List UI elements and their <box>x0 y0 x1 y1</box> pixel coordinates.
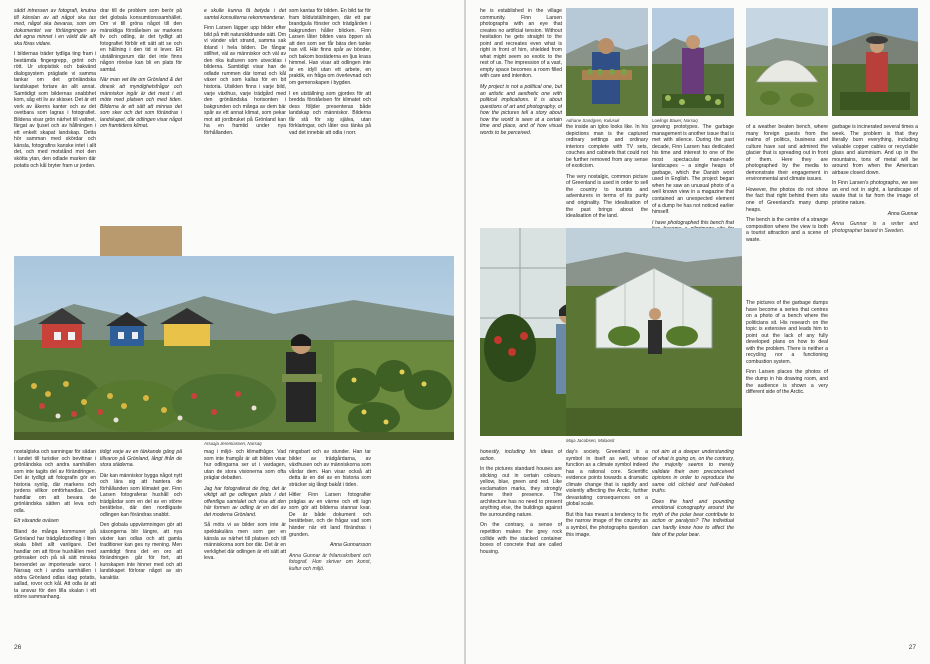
page-number: 27 <box>908 644 916 651</box>
paragraph: e skulle kunna få betyda i det samtal konsulterna rekommenderar. <box>204 8 286 21</box>
paragraph: of a weather beaten bench, where many foreign guests from the realms of politics, business and culture have sat and admired the glacier that is spreading out in front of them. Here they are photographed by the media to demonstrate their engagement in environmental and climate issues. <box>746 124 828 183</box>
photo-woman-hat <box>832 8 918 116</box>
text-column <box>289 8 371 294</box>
paragraph: My project is not a political one, but an artistic and aesthetic one with political implications. It is about questions of art and photography, of how the pictures tell a story about how the world is seen at a certain time and place, and of how visual words to be perceived. <box>480 84 562 136</box>
paragraph: growing prototypes. The garbage management is another issue that is met with silence. During the past decade, Finn Larsen has dedicated his time and interest to one of the most spectacular man-made landscapes – a single heaps of garbage, which the Danish word used in English. The project began when he saw an unusual photo of a well known view in a magazine that contained an unexpected element of a dump he has not noticed earlier himself. <box>652 124 734 216</box>
paragraph: sådd intressen av fotografi, knutna till känslan av att något ska tas med, något ska bevaras, som om dokumentet var förlängningen av det egna minnet i en värld där allt ska föras vidare. <box>14 8 96 47</box>
greenhouse-wide-image <box>566 228 742 436</box>
photo-garden-woman <box>14 256 454 440</box>
paragraph: mag i miljö- och klimatfrågor. Vad som inte framgår är att bilden visar hur odlingarna ser ut i vardagen, utan de stora visionerna som ofta präglar debatten. <box>204 449 286 482</box>
text-column <box>746 300 828 645</box>
paragraph: honestly, including his ideas of action. <box>480 449 562 462</box>
paragraph: I bildernas träder tydliga ting fram i bestämda fingergrepp, grönt och rött. Ur utopistisk och bakvänd dialogsystem präglade vi samma tankar om det grönländska landskapet fortare än allt annat. Samtidigt som bildernas snabbhet kom, såg ett liv av skisser. Det är ett verk av åkerns kanter och av det ovetbara som lagras i fotografiet. Bildena visar grön närhet till vattnet, färgat av ljuset och av hållningen i ett enkelt skapat landskap. Detta hör samman med skördar och känsla, fotografins kanske intet i allt det, och med motstånd mot den skötta ytan, den odlade marken där potatis och kål bryter fram ur jorden. <box>14 51 96 169</box>
text-column <box>480 8 562 222</box>
author-bio: Anna Gunnar is a writer and photographer based in Sweden. <box>832 221 918 234</box>
paragraph: Jag har fotograferat de ting, det är viktigt att ge odlingen plats i det offentliga samtalet och visa att den här formen av odling är en del av det moderna Grönland. <box>204 485 286 518</box>
text-column <box>832 124 918 644</box>
paragraph: tidigt varje av en tänkande gång på tillvaron på Grönland, långt ifrån de stora städerna. <box>100 449 182 469</box>
paragraph: day's society. Greenland is a symbol in itself as well, whose function as a climate symbol indeed has a rational core. Scientific evidence points towards a dramatic climate change that is rapidly and violently affecting the Arctic, further devastating consequences on a global scale. <box>566 449 648 508</box>
paragraph: the inside an igloo looks like. In his depictions man is the captured ordinary settings and ordinary interiors complete with TV sets, couches and cabinets that could not be further removed from any sense of exoticism. <box>566 124 648 170</box>
page-number: 26 <box>14 644 22 651</box>
paragraph: Bland de många kommuner på Grönland har trädgårdsodling i liten skala blivit allt vanligare. Det handlar om att förse hushållen med grönsaker och på så sätt minska beroendet av importerade varor. I Narsaq och i andra samhällen i södra Grönland odlas idag potatis, sallad, rovor och kål. Att odla är att ta ansvar för den lilla skalan i ett större sammanhang. <box>14 529 96 601</box>
photo-man-purple <box>652 8 734 116</box>
text-column <box>480 449 562 645</box>
photo-caption: Adriane Sandgren, Kulusuk <box>566 118 620 123</box>
paragraph: Does the hard and pounding emotional iconography around the myth of the polar bear contribute to action or paralysis? The individual can hardly know how to affect the fate of the polar bear. <box>652 498 734 538</box>
author-signature: Anna Gunnar <box>887 210 918 217</box>
paragraph: Finn Larsen lägger upp bilder efter bild på mitt naturskildrande sätt. Om vi vänder vårt strand, samma sak ibland i hela bilden. De fångar stillhet, väl av människor och väl av den rika kulturen som utvecklas i bilderna. Samtidigt visar han de odlade rummen där tomat och kål växer och som kallas för en bit historia. Utsikten finns i varje bild, varje växthus, varje trädgård med den grönländska horisonten i bakgrunden och många av dem bär spår av ett annat klimat, som pekar mot att jordbruket på Grönland kan ha en framtid under nya förhållanden. <box>204 25 286 136</box>
paragraph: När man vet lite om Grönland & det dinesk att myndighetsfrågor och människor ingår är det mest i ett möte med platsen och med tiden. Bilderna är ett sätt att minnas det som sker och det som förändras i landskapet, där odlingen visar något om framtidens klimat. <box>100 77 182 130</box>
paragraph: he is established in the village community. Finn Larsen photographs with an eye that creates no artificial tension. Without hesitation he gets straight to the point and recreates even what is right in front of him, shielded from what might seem so exotic to the rest of us. The impression of a vast, empty space becomes a room filled with care and intention. <box>480 8 562 80</box>
photo-caption: Loelings Bauer, Narsaq <box>652 118 698 123</box>
right-page <box>466 0 930 664</box>
paragraph: Den globala uppvärmningen gör att säsongerna blir längre, att nya växter kan odlas och att gamla traditioner kan ges ny mening. Men samtidigt finns det en oro att förändringen går för fort, att kunskapen inte hinner med och att landskapet förlorar något av sin karaktär. <box>100 522 182 581</box>
paragraph: But this has meant a tendency to fix the narrow image of the country as a symbol, the photographs question this image. <box>566 511 648 538</box>
paragraph: I have photographed this bench that <box>652 219 734 226</box>
text-column <box>100 8 182 220</box>
paragraph: drar till de problem som berör på det globala konsumtionssamhället. Om vi till gröna något till den mänskliga förståelsen av markens liv och odling, är det tydligt att fotografiet förblir ett sätt att se och en hållning i den tid vi lever. Ett utställningsrum där det inte finns någon rörelse kan bli en plats för samtal. <box>100 8 182 73</box>
text-column <box>204 8 286 294</box>
paragraph: On the contrary, a sense of repetition makes the grey rock collide with the stacked container boxes of concrete that are called housing. <box>480 522 562 555</box>
text-column <box>652 449 734 645</box>
paragraph: som kantas för bilden. En bild tar för fram bildutställningen, där ett par brandgula fönster och trädgården i bakgrunden håller blicken. Finn Larsen låter bilden vara öppen så att den som ser får bära den tanke han vill. Här finns spår av bönder, och bakom bostäderna en ljus krass himmel. Han visar att odlingen inte är en idyll utan ett arbete, en praktik, en fråga om överlevnad och om gemenskapen i bygden. <box>289 8 371 87</box>
photo-caption: Arsuaja Jeremiassen, Narsaq <box>204 441 262 446</box>
text-column <box>289 449 371 645</box>
paragraph: In the pictures standard houses are sticking out in certain colours, yellow, blue, green and red. Like exclamation marks, they strongly frame their presence. The architecture has no need to present anything else, the buildings against the surrounding nature. <box>480 466 562 518</box>
author-signature: Anna Gunnarsson <box>329 542 371 549</box>
paragraph: Ett växande oväsen <box>14 518 59 525</box>
text-column <box>14 8 96 294</box>
photo-greenhouse-tent <box>746 8 828 116</box>
paragraph: ningsbart och av stunder. Han tar bilder av trädgårdarna, av växthusen och av människorna som vårdar dem. Han visar också att detta är en del av en historia som sträcker sig långt bakåt i tiden. <box>289 449 371 488</box>
paragraph: Så möts vi av bilder som inte är spektakulära men som ger en känsla av närhet till platsen och till människorna som bor där. Det är en verklighet där odlingen är ett sätt att leva. <box>204 522 286 562</box>
photo-man-blue-coat <box>566 8 648 116</box>
paragraph: garbage is incinerated several times a week. The problem is that they literally burn everything, including valuable copper cables or recyclable glass and aluminium. And up in the mountains, tons of metal will be around from when the American airbase closed down. <box>832 124 918 176</box>
greenhouse-tent-image <box>746 8 828 116</box>
paragraph: The very nostalgic, common picture of Greenland is used in order to sell the country to tourists and adventurers in terms of its purity and originality. The idealisation of the past brings about the idealisation of the land. <box>566 173 648 220</box>
garden-woman-image <box>14 256 454 440</box>
text-column <box>14 449 96 645</box>
paragraph: However, the photos do not show the fact that right behind them sits one of Greenland's many dump heaps. <box>746 186 828 213</box>
paragraph: nostalgiska och sanningar för sådan i landet till turistier och bevittnar i grönländska och andra samhällen som inte tagits del av förändringen. Det är tydligt att fotografin gör en historia synlig, där markens och jordens villkor omförhandlas. Det handlar om att bevara de grönländska sätten att leva och odla. <box>14 449 96 514</box>
paragraph: not aim at a deeper understanding of what is going on, on the contrary, the majority seems to merely validate their own preconceived opinions in order to reproduce the same old clichéd and half-baked truths. <box>652 449 734 495</box>
man-blue-coat-image <box>566 8 648 116</box>
paragraph: Hitler Finn Larsen fotografier präglas av en värme och ett lugn som gör att bilderna stannar kvar. De är både dokument och berättelser, och de frågar vad som händer när ett land förändras i grunden. <box>289 492 371 538</box>
paragraph: Där kan människor bygga något nytt och lära sig att hantera de förhållanden som klimatet ger. Finn Larsen fotograferar hushåll och trädgårdar som en del av en större berättelse, där den nordligaste odlingen kan förändras snabbt. <box>100 472 182 518</box>
paragraph: The pictures of the garbage dumps have become a series that centres on a photo of a bench where the politicians sit. His research on the topic is extensive and leads him to point out the lack of any fully developed plans on how to deal with the problem. There is neither a recycling nor a functioning combustion system. <box>746 300 828 365</box>
paragraph: In Finn Larsen's photographs, we see an end not in sight, a landscape of waste that is far from the image of pristine nature. <box>832 180 918 207</box>
left-page <box>0 0 464 664</box>
text-column <box>204 449 286 645</box>
paragraph: The bench is the centre of a strange composition where the view is both a tourist attraction and a scene of waste. <box>746 217 828 243</box>
text-column <box>566 449 648 645</box>
man-purple-image <box>652 8 734 116</box>
paragraph: I en utställning som gjordes för att bredda förståelsen för klimatet och dess följder presenteras både landskap och människor. Bilderna får stå för sig själva, utan förklaringar, och låter oss tänka på vad det innebär att odla i norr. <box>289 90 371 136</box>
photo-greenhouse-wide <box>566 228 742 436</box>
text-column <box>746 124 828 296</box>
author-bio: Anna Gunnar är frilansskribent och fotograf. Hon skriver om konst, kultur och miljö. <box>289 552 371 572</box>
paragraph: Finn Larsen places the photos of the dump in his drawing room, and the audience is shown a very different side of the Arctic. <box>746 369 828 396</box>
text-column <box>100 449 182 645</box>
woman-hat-image <box>832 8 918 116</box>
photo-caption: Maja Jacobsen, Malaosit <box>566 438 615 443</box>
